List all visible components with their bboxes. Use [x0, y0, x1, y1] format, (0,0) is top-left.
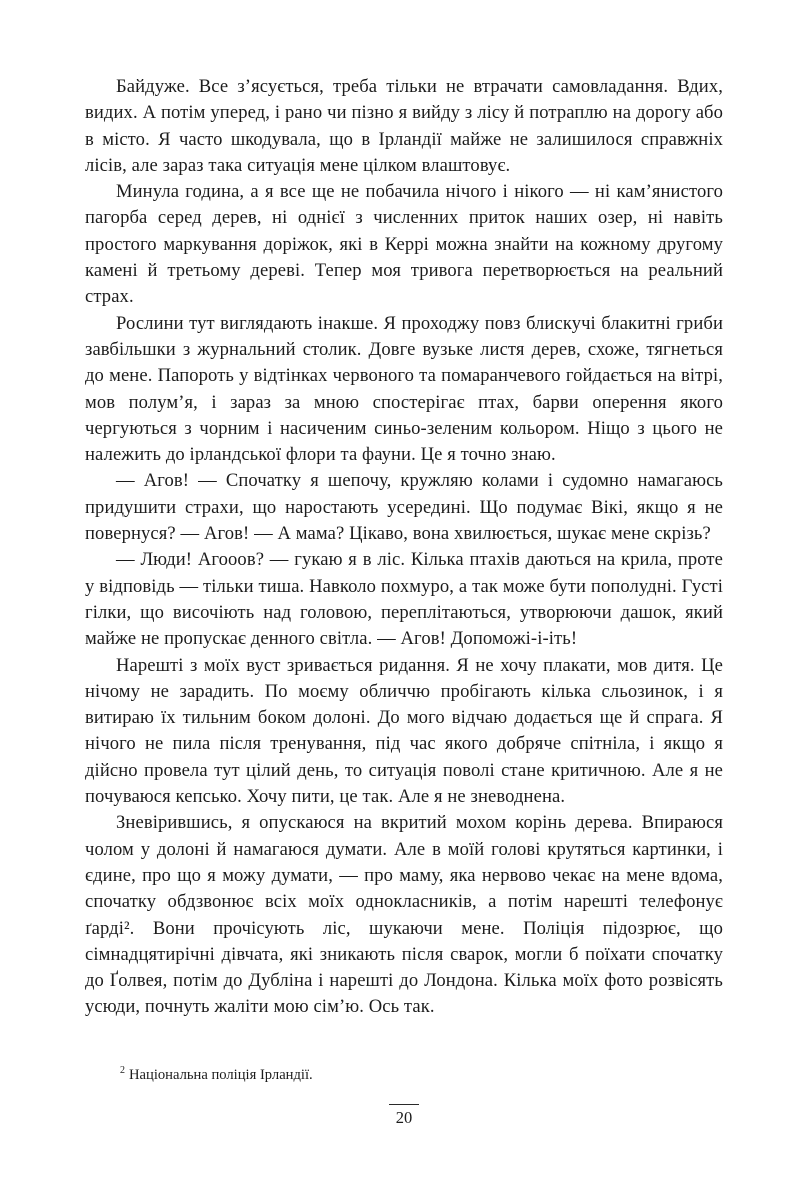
page-number: 20 — [395, 1108, 413, 1127]
footnote-line — [85, 1066, 723, 1085]
footnote-text: Національна поліція Ірландії. — [129, 1067, 313, 1083]
paragraph: Минула година, а я все ще не побачила нічого і нікого — ні кам’янистого пагорба серед дерев, ні однієї з численних приток наших озер, ні навіть простого маркування доріжок, які в Керрі можна знайти на кожному другому камені й третьому дереві. Тепер моя тривога перетворюється на реальний страх. — [85, 181, 723, 308]
footnote-marker: 2 — [120, 1065, 125, 1077]
paragraph: Зневірившись, я опускаюся на вкритий мохом корінь дерева. Впираюся чолом у долоні й намагаюся думати. Але в моїй голові крутяться картинки, і єдине, про що я можу думати, — про маму, яка нервово чекає на мене вдома, спочатку обдзвонює всіх моїх однокласників, а потім нарешті телефонує ґарді². Вони прочісують ліс, шукаючи мене. Поліція підозрює, що сімнадцятирічні дівчата, які зникають після сварок, могли б поїхати спочатку до Ґолвея, потім до Дубліна і нарешті до Лондона. Кілька моїх фото розвісять усюди, почнуть жаліти мою сім’ю. Ось так. — [85, 812, 723, 1018]
paragraph: Байдуже. Все з’ясується, треба тільки не втрачати самовладання. Вдих, видих. А потім уперед, і рано чи пізно я вийду з лісу й потраплю на дорогу або в місто. Я часто шкодувала, що в Ірландії майже не залишилося справжніх лісів, але зараз така ситуація мене цілком влаштовує. — [85, 76, 723, 176]
paragraph: — Люди! Агооов? — гукаю я в ліс. Кілька птахів даються на крила, проте у відповідь — тільки тиша. Навколо похмуро, а так може бути пополудні. Густі гілки, що височіють над головою, переплітаються, утворюючи дашок, який майже не пропускає денного світла. — Агов! Допоможі-і-іть! — [85, 549, 723, 650]
footnote — [85, 1066, 723, 1085]
page-number-block — [85, 1104, 723, 1128]
page-number-rule — [389, 1104, 419, 1105]
paragraph: — Агов! — Спочатку я шепочу, кружляю колами і судомно намагаюсь придушити страхи, що наростають усередині. Що подумає Вікі, якщо я не повернуся? — Агов! — А мама? Цікаво, вона хвилюється, шукає мене скрізь? — [85, 470, 723, 545]
paragraph: Нарешті з моїх вуст зривається ридання. Я не хочу плакати, мов дитя. Це нічому не зарадить. По моєму обличчю пробігають кілька сльозинок, і я витираю їх тильним боком долоні. До мого відчаю додається ще й спрага. Я нічого не пила після тренування, під час якого добряче спітніла, і якщо я дійсно провела тут цілий день, то ситуація поволі стане критичною. Але я не почуваюся кепсько. Хочу пити, це так. Але я не зневоднена. — [85, 654, 723, 808]
body-text — [85, 74, 723, 1021]
paragraph: Рослини тут виглядають інакше. Я проходжу повз блискучі блакитні гриби завбільшки з журнальний столик. Довге вузьке листя дерев, схоже, тягнеться до мене. Папороть у відтінках червоного та помаранчевого гойдається на вітрі, мов полум’я, і зараз за мною спостерігає птах, барви оперення якого чергуються з чорним і насиченим синьо-зеленим кольором. Ніщо з цього не належить до ірландської флори та фауни. Це я точно знаю. — [85, 312, 723, 466]
